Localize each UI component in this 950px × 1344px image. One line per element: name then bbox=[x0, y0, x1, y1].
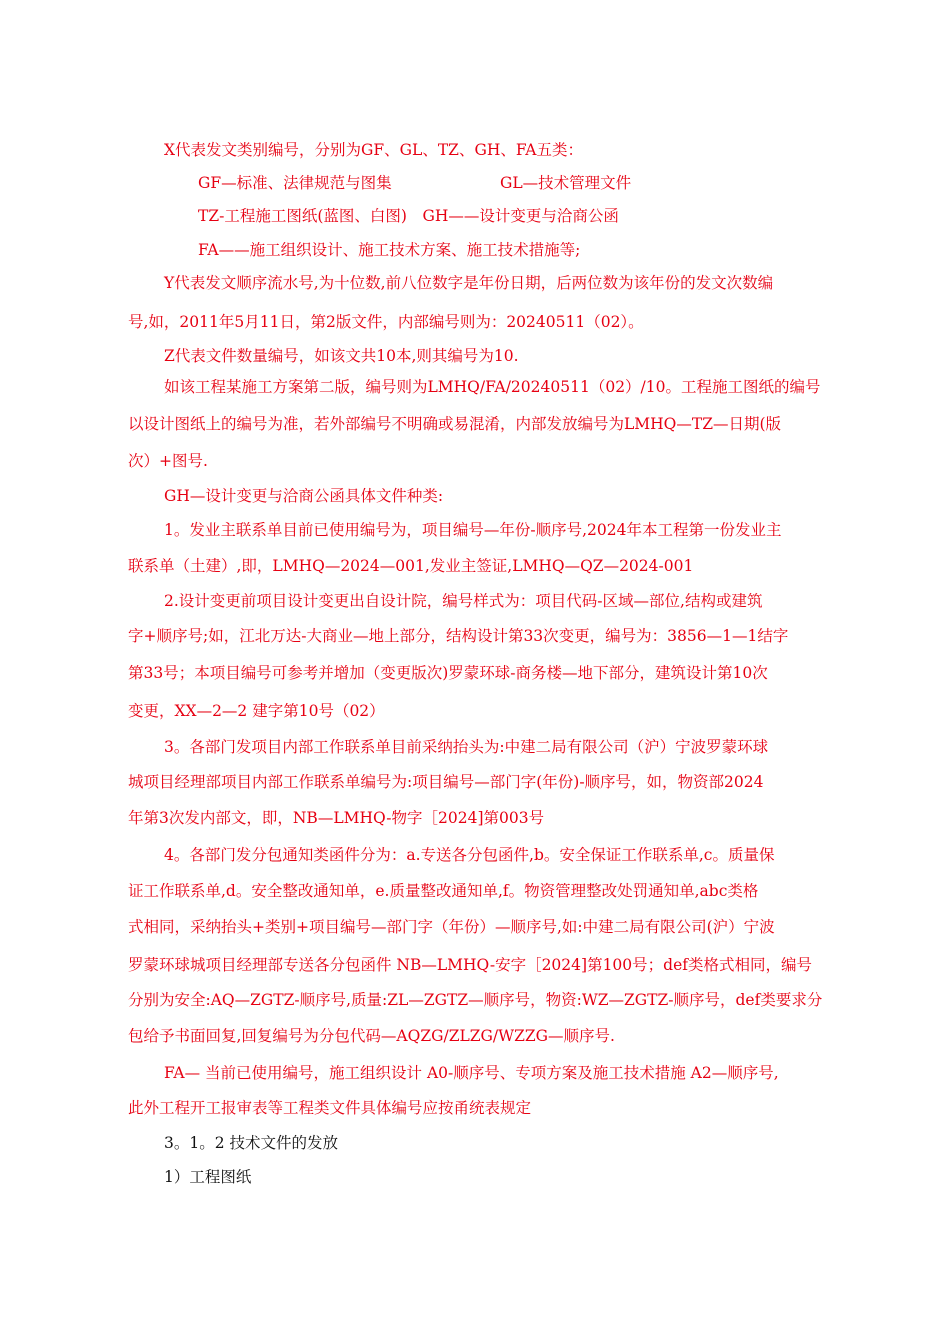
item-4-line: 4。各部门发分包通知类函件分为：a.专送各分包函件,b。安全保证工作联系单,c。质量保 bbox=[164, 846, 775, 864]
tz-gh-category-item: TZ-工程施工图纸(蓝图、白图) GH——设计变更与洽商公函 bbox=[198, 207, 619, 225]
gl-category-item: GL—技术管理文件 bbox=[500, 174, 632, 192]
item-4-line: 分别为安全:AQ—ZGTZ-顺序号,质量:ZL—ZGTZ—顺序号，物资:WZ—ZGTZ-顺序号，def类要求分 bbox=[128, 991, 823, 1009]
example-paragraph-line: 如该工程某施工方案第二版，编号则为LMHQ/FA/20240511（02）/10。工程施工图纸的编号 bbox=[164, 378, 821, 396]
section-heading-3-1-2: 3。1。2 技术文件的发放 bbox=[164, 1134, 339, 1152]
item-3-line: 年第3次发内部文，即，NB—LMHQ-物字［2024]第003号 bbox=[128, 809, 545, 827]
item-4-line: 式相同，采纳抬头+类别+项目编号—部门字（年份）—顺序号,如:中建二局有限公司(沪）宁波 bbox=[128, 918, 775, 936]
item-3-line: 城项目经理部项目内部工作联系单编号为:项目编号—部门字(年份)-顺序号，如，物资部2024 bbox=[128, 773, 764, 791]
example-paragraph-line: 次）+图号. bbox=[128, 452, 208, 470]
item-4-line: 证工作联系单,d。安全整改通知单，e.质量整改通知单,f。物资管理整改处罚通知单,abc类格 bbox=[128, 882, 759, 900]
gh-types-title: GH—设计变更与洽商公函具体文件种类: bbox=[164, 487, 444, 505]
item-2-line: 变更，XX—2—2 建字第10号（02） bbox=[128, 702, 385, 720]
fa-category-item: FA——施工组织设计、施工技术方案、施工技术措施等; bbox=[198, 241, 581, 259]
gf-category-item: GF—标准、法律规范与图集 bbox=[198, 174, 392, 192]
item-4-line: 包给予书面回复,回复编号为分包代码—AQZG/ZLZG/WZZG—顺序号. bbox=[128, 1027, 615, 1045]
y-paragraph-line: Y代表发文顺序流水号,为十位数,前八位数字是年份日期，后两位数为该年份的发文次数编 bbox=[164, 274, 774, 292]
z-paragraph-line: Z代表文件数量编号，如该文共10本,则其编号为10. bbox=[164, 347, 519, 365]
item-2-line: 字+顺序号;如，江北万达-大商业—地上部分，结构设计第33次变更，编号为：3856—1—1结字 bbox=[128, 627, 789, 645]
x-category-intro: X代表发文类别编号，分别为GF、GL、TZ、GH、FA五类： bbox=[164, 141, 583, 159]
item-2-line: 2.设计变更前项目设计变更出自设计院，编号样式为：项目代码-区域—部位,结构或建筑 bbox=[164, 592, 763, 610]
item-4-line: 罗蒙环球城项目经理部专送各分包函件 NB—LMHQ-安字［2024]第100号；def类格式相同，编号 bbox=[128, 956, 812, 974]
subsection-engineering-drawings: 1）工程图纸 bbox=[164, 1168, 252, 1186]
fa-numbering-line: 此外工程开工报审表等工程类文件具体编号应按甬统表规定 bbox=[128, 1099, 532, 1117]
item-1-line: 联系单（土建）,即，LMHQ—2024—001,发业主签证,LMHQ—QZ—2024-001 bbox=[128, 557, 694, 575]
item-3-line: 3。各部门发项目内部工作联系单目前采纳抬头为:中建二局有限公司（沪）宁波罗蒙环球 bbox=[164, 738, 769, 756]
item-1-line: 1。发业主联系单目前已使用编号为，项目编号—年份-顺序号,2024年本工程第一份发业主 bbox=[164, 521, 782, 539]
example-paragraph-line: 以设计图纸上的编号为准，若外部编号不明确或易混淆，内部发放编号为LMHQ—TZ—日期(版 bbox=[128, 415, 782, 433]
fa-numbering-line: FA— 当前已使用编号，施工组织设计 A0-顺序号、专项方案及施工技术措施 A2—顺序号, bbox=[164, 1064, 779, 1082]
y-paragraph-line: 号,如，2011年5月11日，第2版文件，内部编号则为：20240511（02）。 bbox=[128, 313, 644, 331]
item-2-line: 第33号；本项目编号可参考并增加（变更版次)罗蒙环球-商务楼—地下部分，建筑设计第10次 bbox=[128, 664, 768, 682]
